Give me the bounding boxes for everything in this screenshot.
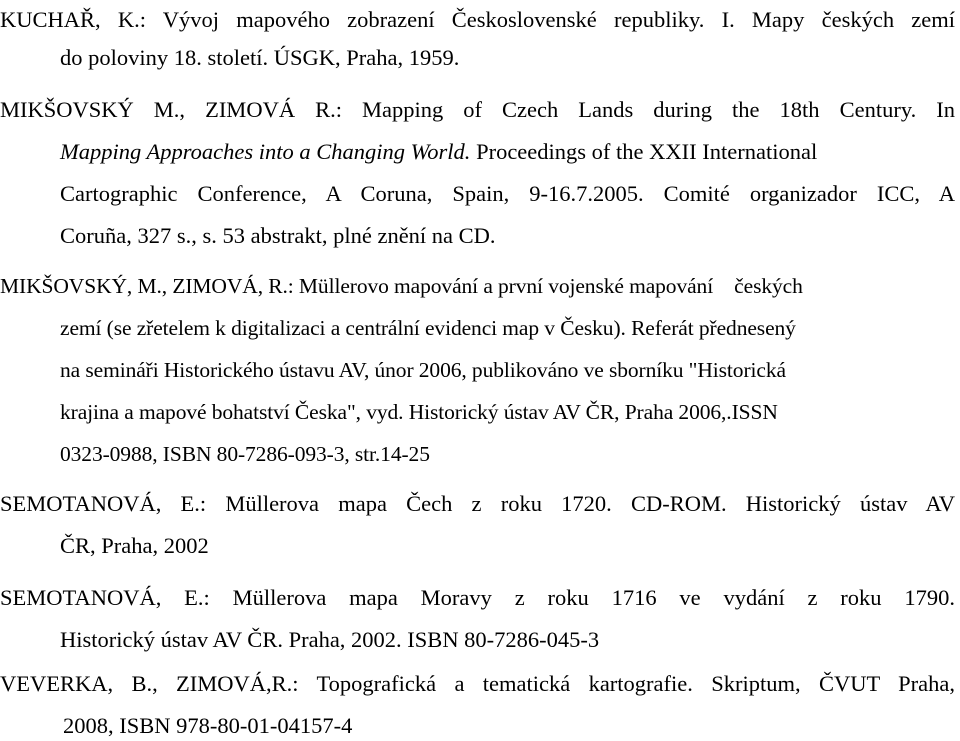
reference-mapping-line-2 xyxy=(60,138,817,166)
reference-veverka-line-2: 2008, ISBN 978-80-01-04157-4 xyxy=(63,713,353,738)
reference-mapping-line-4: Coruña, 327 s., s. 53 abstrakt, plné znění na CD. xyxy=(60,223,496,248)
reference-mullerovo-line-5: 0323-0988, ISBN 80-7286-093-3, str.14-25 xyxy=(60,442,430,466)
reference-mapping-line-2-rest: Proceedings of the XXII International xyxy=(470,139,818,164)
reference-mapping-line-1: MIKŠOVSKÝ M., ZIMOVÁ R.: Mapping of Czech Lands during the 18th Century. In xyxy=(0,97,955,122)
reference-kuchar-line-2: do poloviny 18. století. ÚSGK, Praha, 1959. xyxy=(60,45,460,70)
reference-veverka-line-1: VEVERKA, B., ZIMOVÁ,R.: Topografická a tematická kartografie. Skriptum, ČVUT Praha, xyxy=(0,671,955,696)
reference-mullerovo-line-2: zemí (se zřetelem k digitalizaci a centrální evidenci map v Česku). Referát přednesený xyxy=(60,316,796,340)
reference-mullerovo-line-4: krajina a mapové bohatství Česka", vyd. Historický ústav AV ČR, Praha 2006,.ISSN xyxy=(60,400,778,424)
reference-semotanova-cech-line-2: ČR, Praha, 2002 xyxy=(60,533,209,558)
reference-mapping-line-3: Cartographic Conference, A Coruna, Spain, 9-16.7.2005. Comité organizador ICC, A xyxy=(60,181,955,206)
reference-kuchar-line-1: KUCHAŘ, K.: Vývoj mapového zobrazení Československé republiky. I. Mapy českých zemí xyxy=(0,7,955,32)
reference-mullerovo-line-1: MIKŠOVSKÝ, M., ZIMOVÁ, R.: Müllerovo mapování a první vojenské mapování českých xyxy=(0,274,803,298)
reference-semotanova-cech-line-1: SEMOTANOVÁ, E.: Müllerova mapa Čech z roku 1720. CD-ROM. Historický ústav AV xyxy=(0,491,955,516)
reference-mapping-book-title: Mapping Approaches into a Changing World. xyxy=(60,139,471,164)
reference-mullerovo-line-3: na semináři Historického ústavu AV, únor 2006, publikováno ve sborníku "Historická xyxy=(60,358,786,382)
reference-semotanova-moravy-line-1: SEMOTANOVÁ, E.: Müllerova mapa Moravy z roku 1716 ve vydání z roku 1790. xyxy=(0,585,955,610)
reference-semotanova-moravy-line-2: Historický ústav AV ČR. Praha, 2002. ISBN 80-7286-045-3 xyxy=(60,627,600,652)
